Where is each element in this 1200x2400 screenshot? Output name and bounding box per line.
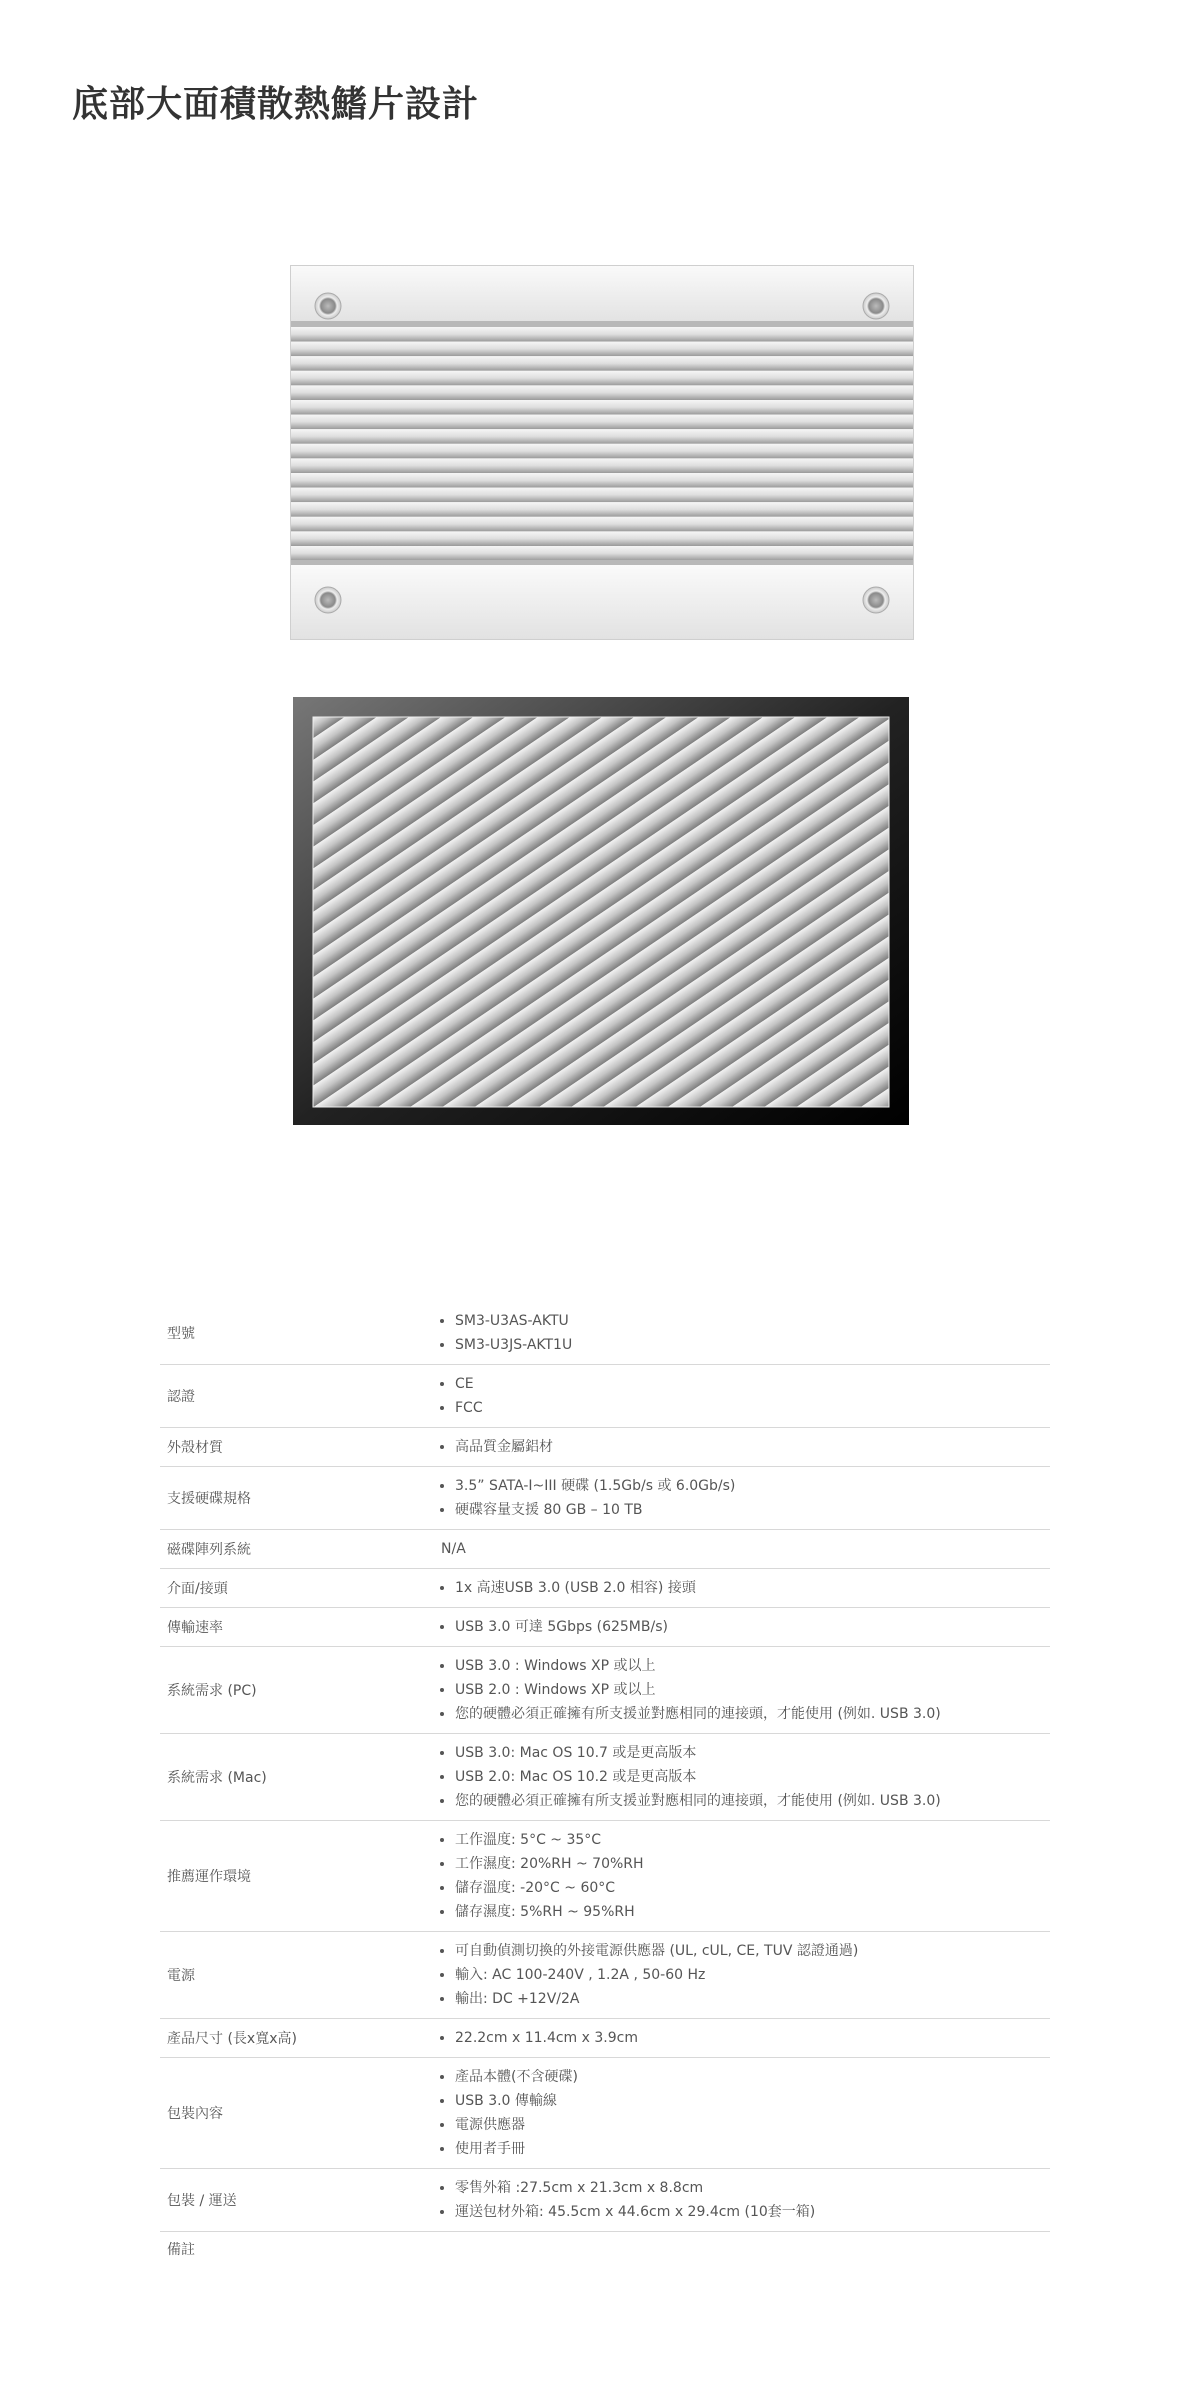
page-title: 底部大面積散熱鰭片設計 xyxy=(72,84,480,125)
spec-value-list xyxy=(429,1309,1050,1357)
spec-value-item: • 硬碟容量支援 80 GB – 10 TB xyxy=(455,1498,1050,1522)
spec-label: 磁碟陣列系統 xyxy=(160,1530,429,1569)
spec-value xyxy=(429,1734,1050,1821)
spec-label: 系統需求 (PC) xyxy=(160,1647,429,1734)
spec-label: 包裝內容 xyxy=(160,2058,429,2169)
spec-row xyxy=(160,1467,1050,1530)
spec-value-list xyxy=(429,2026,1050,2050)
spec-value-item: • 運送包材外箱: 45.5cm x 44.6cm x 29.4cm (10套一箱) xyxy=(455,2200,1050,2224)
spec-value xyxy=(429,1647,1050,1734)
spec-value-item: • 1x 高速USB 3.0 (USB 2.0 相容) 接頭 xyxy=(455,1576,1050,1600)
spec-value xyxy=(429,2058,1050,2169)
spec-value-item: • USB 2.0: Mac OS 10.2 或是更高版本 xyxy=(455,1765,1050,1789)
spec-row xyxy=(160,1734,1050,1821)
heatsink-bottom-image xyxy=(290,265,914,640)
spec-value-item: • USB 3.0 : Windows XP 或以上 xyxy=(455,1654,1050,1678)
spec-label: 電源 xyxy=(160,1932,429,2019)
spec-value xyxy=(429,1428,1050,1467)
spec-value xyxy=(429,2232,1050,2267)
spec-row xyxy=(160,1365,1050,1428)
spec-value-text: N/A xyxy=(441,1541,466,1557)
spec-value-item: • 使用者手冊 xyxy=(455,2137,1050,2161)
spec-value xyxy=(429,2169,1050,2232)
spec-label: 包裝 / 運送 xyxy=(160,2169,429,2232)
spec-table xyxy=(160,1302,1050,2266)
spec-value-item: • 輸出: DC +12V/2A xyxy=(455,1987,1050,2011)
spec-value-item: • CE xyxy=(455,1372,1050,1396)
spec-value-list xyxy=(429,2065,1050,2161)
spec-value-item: • 工作溫度: 5°C ~ 35°C xyxy=(455,1828,1050,1852)
spec-label: 認證 xyxy=(160,1365,429,1428)
spec-row xyxy=(160,1569,1050,1608)
spec-label: 備註 xyxy=(167,2242,195,2258)
spec-value-list xyxy=(429,1939,1050,2011)
spec-value-item: • 工作濕度: 20%RH ~ 70%RH xyxy=(455,1852,1050,1876)
spec-row xyxy=(160,1932,1050,2019)
spec-row xyxy=(160,1821,1050,1932)
spec-row xyxy=(160,1428,1050,1467)
spec-value-item: • 可自動偵測切換的外接電源供應器 (UL, cUL, CE, TUV 認證通過) xyxy=(455,1939,1050,1963)
spec-value-list xyxy=(429,1741,1050,1813)
spec-label: 系統需求 (Mac) xyxy=(160,1734,429,1821)
spec-value-list xyxy=(429,1576,1050,1600)
spec-value-list xyxy=(429,1654,1050,1726)
spec-value xyxy=(429,1932,1050,2019)
spec-value-item: • USB 2.0 : Windows XP 或以上 xyxy=(455,1678,1050,1702)
spec-value xyxy=(429,1365,1050,1428)
spec-row xyxy=(160,1647,1050,1734)
spec-value-list xyxy=(429,1372,1050,1420)
spec-label: 介面/接頭 xyxy=(160,1569,429,1608)
spec-row xyxy=(160,2169,1050,2232)
spec-value-item: • USB 3.0 傳輸線 xyxy=(455,2089,1050,2113)
spec-value-item: • 您的硬體必須正確擁有所支援並對應相同的連接頭，才能使用 (例如. USB 3.0) xyxy=(455,1789,1050,1813)
spec-value-item: • SM3-U3AS-AKTU xyxy=(455,1309,1050,1333)
spec-value xyxy=(429,1569,1050,1608)
spec-value-list xyxy=(429,1474,1050,1522)
spec-label: 外殼材質 xyxy=(160,1428,429,1467)
spec-value-list xyxy=(429,2176,1050,2224)
spec-label: 產品尺寸 (長x寬x高) xyxy=(160,2019,429,2058)
spec-value-item: • 3.5” SATA-I~III 硬碟 (1.5Gb/s 或 6.0Gb/s) xyxy=(455,1474,1050,1498)
spec-value xyxy=(429,1608,1050,1647)
spec-value-item: • 儲存溫度: -20°C ~ 60°C xyxy=(455,1876,1050,1900)
spec-label: 支援硬碟規格 xyxy=(160,1467,429,1530)
spec-value-item: • 電源供應器 xyxy=(455,2113,1050,2137)
spec-value-item: • USB 3.0: Mac OS 10.7 或是更高版本 xyxy=(455,1741,1050,1765)
spec-label: 推薦運作環境 xyxy=(160,1821,429,1932)
heatsink-closeup-image xyxy=(293,697,909,1125)
spec-value xyxy=(429,1821,1050,1932)
spec-row xyxy=(160,1530,1050,1569)
spec-label: 傳輸速率 xyxy=(160,1608,429,1647)
spec-row xyxy=(160,2019,1050,2058)
spec-value-item: • 22.2cm x 11.4cm x 3.9cm xyxy=(455,2026,1050,2050)
spec-value-item: • USB 3.0 可達 5Gbps (625MB/s) xyxy=(455,1615,1050,1639)
spec-value-item: • FCC xyxy=(455,1396,1050,1420)
spec-label: 型號 xyxy=(160,1302,429,1365)
spec-row xyxy=(160,1608,1050,1647)
spec-value xyxy=(429,1530,1050,1569)
spec-value-item: • 高品質金屬鋁材 xyxy=(455,1435,1050,1459)
spec-row xyxy=(160,2058,1050,2169)
spec-value xyxy=(429,2019,1050,2058)
spec-value-item: • 儲存濕度: 5%RH ~ 95%RH xyxy=(455,1900,1050,1924)
spec-value-item: • SM3-U3JS-AKT1U xyxy=(455,1333,1050,1357)
spec-value xyxy=(429,1302,1050,1365)
spec-value-item: • 零售外箱 :27.5cm x 21.3cm x 8.8cm xyxy=(455,2176,1050,2200)
spec-value-list xyxy=(429,1615,1050,1639)
spec-value-item: • 輸入: AC 100-240V , 1.2A , 50-60 Hz xyxy=(455,1963,1050,1987)
spec-value-list xyxy=(429,1828,1050,1924)
spec-value-list xyxy=(429,1435,1050,1459)
spec-value-item: • 產品本體(不含硬碟) xyxy=(455,2065,1050,2089)
spec-row xyxy=(160,1302,1050,1365)
spec-value-item: • 您的硬體必須正確擁有所支援並對應相同的連接頭，才能使用 (例如. USB 3.0) xyxy=(455,1702,1050,1726)
spec-value xyxy=(429,1467,1050,1530)
spec-row xyxy=(160,2232,1050,2267)
